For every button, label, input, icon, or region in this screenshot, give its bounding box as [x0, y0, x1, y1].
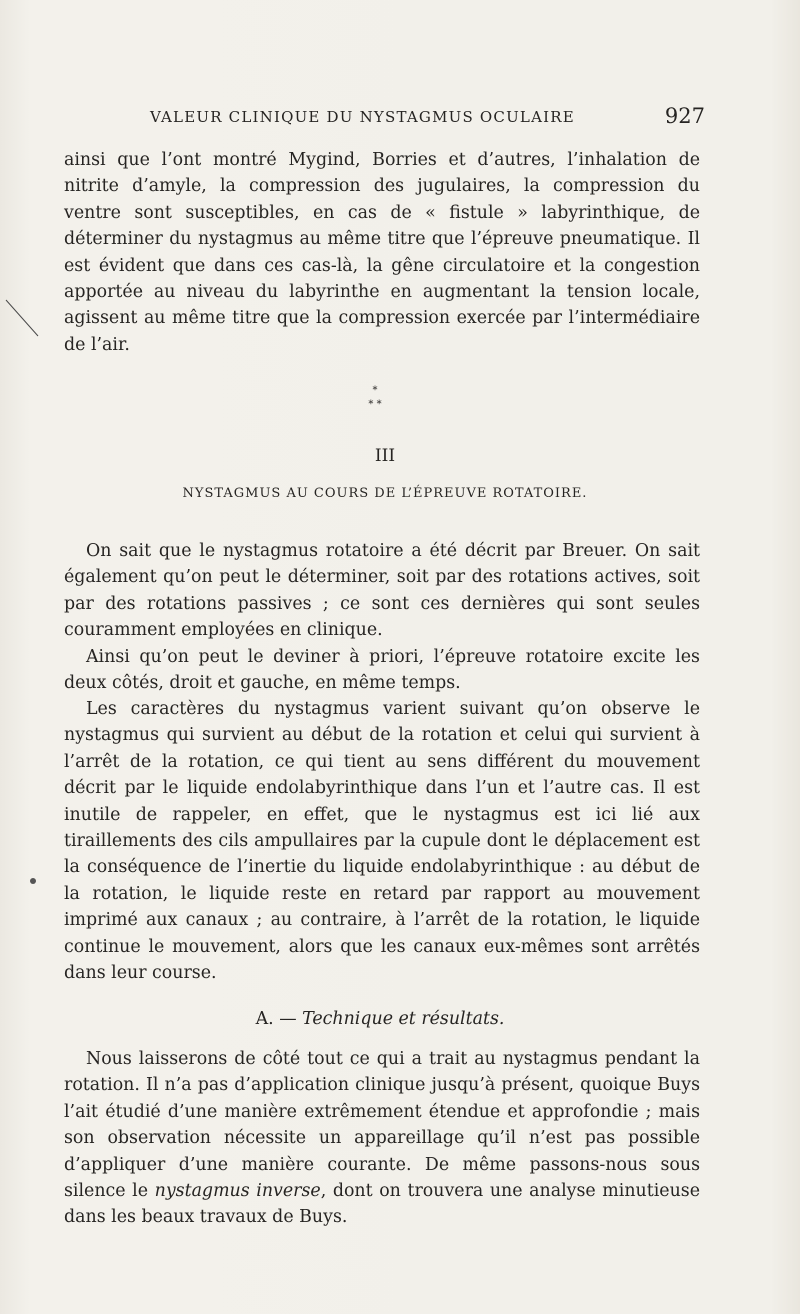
margin-dot-mark	[30, 878, 36, 884]
asterism	[360, 384, 390, 420]
nystagmus-inverse-term: nystagmus inverse	[154, 1181, 321, 1202]
running-title: VALEUR CLINIQUE DU NYSTAGMUS OCULAIRE	[150, 108, 575, 126]
asterism-top: *	[372, 385, 378, 396]
running-head	[150, 104, 705, 132]
paragraph-continuation: ainsi que l’ont montré Mygind, Borries et d’autres, l’inhalation de nitrite d’amyle, la compression des jugulaires, la compression du ventre sont susceptibles, en cas de « fistule » labyrinthique, de déterminer du nystagmus au même titre que l’épreuve pneumatique. Il est évident que dans ces cas-là, la gêne circulatoire et la congestion apportée au niveau du labyrinthe en augmentant la tension locale, agissent au même titre que la compression exercée par l’intermédiaire de l’air.	[64, 150, 700, 355]
paragraph-rotation-text-2: , dont on trouvera une analyse minutieuse dans les beaux travaux de Buys.	[64, 1181, 700, 1228]
margin-pencil-mark	[4, 298, 40, 348]
paragraph-rotation-text-1: Nous laisserons de côté tout ce qui a trait au nystagmus pendant la rotation. Il n’a pas d’application clinique jusqu’à présent, quoique Buys l’ait étudié d’une manière extrêmement étendue et approfondie ; mais son observation nécessite un appareillage qu’il n’est pas possible d’appliquer d’une manière courante. De même passons-nous sous silence le	[64, 1049, 700, 1202]
subsection-heading	[0, 1009, 760, 1029]
section-number: III	[374, 446, 396, 466]
paragraph-breuer: On sait que le nystagmus rotatoire a été décrit par Breuer. On sait également qu’on peut le déterminer, soit par des rotations actives, soit par des rotations passives ; ce sont ces dernières qui sont seules couramment employées en clinique.	[64, 541, 700, 641]
asterism-bottom: * *	[368, 399, 382, 410]
paragraph-rotation	[64, 1046, 700, 1231]
subsection-letter: A. —	[255, 1009, 297, 1029]
paragraph-caracteres: Les caractères du nystagmus varient suivant qu’on observe le nystagmus qui survient au début de la rotation et celui qui survient à l’arrêt de la rotation, ce qui tient au sens différent du mouvement décrit par le liquide endolabyrinthique dans l’un et l’autre cas. Il est inutile de rappeler, en effet, que le nystagmus est ici lié aux tiraillements des cils ampullaires par la cupule dont le déplacement est la conséquence de l’inertie du liquide endolabyrinthique : au début de la rotation, le liquide reste en retard par rapport au mouvement imprimé aux canaux ; au contraire, à l’arrêt de la rotation, le liquide continue le mouvement, alors que les canaux eux-mêmes sont arrêtés dans leur course.	[64, 699, 700, 984]
page-number: 927	[664, 104, 705, 128]
paragraph-a-priori: Ainsi qu’on peut le deviner à priori, l’épreuve rotatoire excite les deux côtés, droit et gauche, en même temps.	[64, 647, 700, 694]
section-title: NYSTAGMUS AU COURS DE L’ÉPREUVE ROTATOIRE.	[182, 486, 588, 501]
subsection-title: Technique et résultats.	[302, 1009, 505, 1029]
